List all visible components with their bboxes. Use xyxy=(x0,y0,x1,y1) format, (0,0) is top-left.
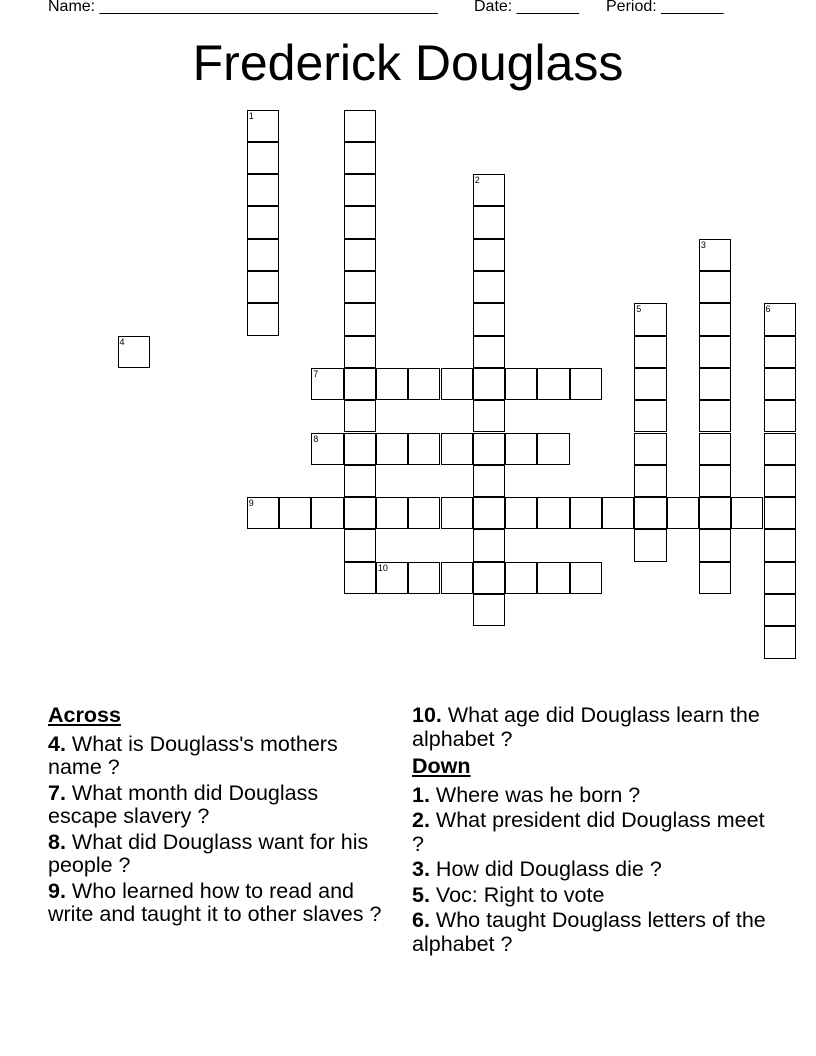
grid-cell[interactable] xyxy=(634,529,666,561)
grid-cell[interactable] xyxy=(764,594,796,626)
grid-cell[interactable] xyxy=(473,562,505,594)
clue-number: 10 xyxy=(377,562,388,573)
across-clue-7: 7. What month did Douglass escape slavery ? xyxy=(48,780,319,828)
grid-cell[interactable] xyxy=(699,562,731,594)
grid-cell[interactable] xyxy=(570,368,602,400)
down-clue-2: 2. What president did Douglass meet ? xyxy=(412,808,765,856)
grid-cell[interactable] xyxy=(344,142,376,174)
grid-cell[interactable] xyxy=(634,465,666,497)
across-clue-4: 4. What is Douglass's mothers name ? xyxy=(48,731,338,779)
down-clue-5: 5. Voc: Right to vote xyxy=(412,882,605,907)
grid-cell[interactable] xyxy=(699,239,731,271)
period-line[interactable]: Period: _______ xyxy=(606,0,724,15)
grid-cell[interactable] xyxy=(344,497,376,529)
grid-cell[interactable] xyxy=(699,336,731,368)
grid-cell[interactable] xyxy=(376,368,408,400)
grid-cell[interactable] xyxy=(441,497,473,529)
grid-cell[interactable] xyxy=(473,239,505,271)
grid-cell[interactable] xyxy=(344,174,376,206)
grid-cell[interactable] xyxy=(473,529,505,561)
grid-cell[interactable] xyxy=(699,400,731,432)
grid-cell[interactable] xyxy=(344,110,376,142)
grid-cell[interactable] xyxy=(473,271,505,303)
grid-cell[interactable] xyxy=(247,271,279,303)
grid-cell[interactable] xyxy=(311,433,343,465)
down-clue-1: 1. Where was he born ? xyxy=(412,782,641,807)
grid-cell[interactable] xyxy=(473,465,505,497)
grid-cell[interactable] xyxy=(473,497,505,529)
clue-number: 5 xyxy=(636,304,642,315)
grid-cell[interactable] xyxy=(118,336,150,368)
page-title: Frederick Douglass xyxy=(192,35,624,91)
grid-cell[interactable] xyxy=(344,562,376,594)
clue-number: 6 xyxy=(765,304,771,315)
grid-cell[interactable] xyxy=(473,206,505,238)
grid-cell[interactable] xyxy=(247,174,279,206)
grid-cell[interactable] xyxy=(344,368,376,400)
grid-cell[interactable] xyxy=(344,271,376,303)
grid-cell[interactable] xyxy=(764,400,796,432)
clue-number: 7 xyxy=(313,368,319,379)
grid-cell[interactable] xyxy=(699,271,731,303)
clues-right-column xyxy=(412,704,772,958)
grid-cell[interactable] xyxy=(473,303,505,335)
grid-cell[interactable] xyxy=(473,400,505,432)
grid-cell[interactable] xyxy=(699,497,731,529)
grid-cell[interactable] xyxy=(764,529,796,561)
down-heading: Down xyxy=(412,754,471,778)
grid-cell[interactable] xyxy=(344,529,376,561)
grid-cell[interactable] xyxy=(634,497,666,529)
across-clue-10: 10. What age did Douglass learn the alphabet ? xyxy=(412,703,760,751)
name-line[interactable]: Name: ______________________________________ xyxy=(48,0,438,15)
down-clue-3: 3. How did Douglass die ? xyxy=(412,857,662,881)
grid-cell[interactable] xyxy=(667,497,699,529)
grid-cell[interactable] xyxy=(634,303,666,335)
grid-cell[interactable] xyxy=(344,239,376,271)
clues-left-column xyxy=(48,704,393,929)
grid-cell[interactable] xyxy=(634,336,666,368)
grid-cell[interactable] xyxy=(764,465,796,497)
grid-cell[interactable] xyxy=(505,368,537,400)
grid-cell[interactable] xyxy=(344,206,376,238)
grid-cell[interactable] xyxy=(764,562,796,594)
grid-cell[interactable] xyxy=(247,239,279,271)
grid-cell[interactable] xyxy=(537,433,569,465)
grid-cell[interactable] xyxy=(441,433,473,465)
grid-cell[interactable] xyxy=(505,562,537,594)
grid-cell[interactable] xyxy=(247,206,279,238)
grid-cell[interactable] xyxy=(764,336,796,368)
grid-cell[interactable] xyxy=(473,594,505,626)
grid-cell[interactable] xyxy=(699,368,731,400)
grid-cell[interactable] xyxy=(279,497,311,529)
grid-cell[interactable] xyxy=(634,368,666,400)
grid-cell[interactable] xyxy=(764,626,796,658)
grid-cell[interactable] xyxy=(537,562,569,594)
grid-cell[interactable] xyxy=(505,433,537,465)
grid-cell[interactable] xyxy=(764,433,796,465)
clue-number: 4 xyxy=(119,336,125,347)
date-line[interactable]: Date: _______ xyxy=(474,0,579,15)
grid-cell[interactable] xyxy=(344,336,376,368)
grid-cell[interactable] xyxy=(408,497,440,529)
grid-cell[interactable] xyxy=(699,433,731,465)
grid-cell[interactable] xyxy=(344,303,376,335)
grid-cell[interactable] xyxy=(764,368,796,400)
grid-cell[interactable] xyxy=(376,433,408,465)
grid-cell[interactable] xyxy=(473,174,505,206)
grid-cell[interactable] xyxy=(408,433,440,465)
grid-cell[interactable] xyxy=(344,465,376,497)
clue-number: 8 xyxy=(313,433,319,444)
grid-cell[interactable] xyxy=(441,562,473,594)
grid-cell[interactable] xyxy=(247,142,279,174)
grid-cell[interactable] xyxy=(311,368,343,400)
grid-cell[interactable] xyxy=(570,497,602,529)
grid-cell[interactable] xyxy=(344,400,376,432)
down-clue-6: 6. Who taught Douglass letters of the alphabet ? xyxy=(412,908,766,956)
grid-cell[interactable] xyxy=(408,562,440,594)
grid-cell[interactable] xyxy=(376,562,408,594)
clue-number: 2 xyxy=(474,175,480,186)
grid-cell[interactable] xyxy=(731,497,763,529)
grid-cell[interactable] xyxy=(311,497,343,529)
grid-cell[interactable] xyxy=(764,497,796,529)
across-heading: Across xyxy=(48,703,121,727)
grid-cell[interactable] xyxy=(537,497,569,529)
grid-cell[interactable] xyxy=(473,433,505,465)
grid-cell[interactable] xyxy=(344,433,376,465)
grid-cell[interactable] xyxy=(408,368,440,400)
grid-cell[interactable] xyxy=(634,433,666,465)
grid-cell[interactable] xyxy=(376,497,408,529)
grid-cell[interactable] xyxy=(247,303,279,335)
across-clue-9: 9. Who learned how to read and write and taught it to other slaves ? xyxy=(48,878,382,926)
across-clue-8: 8. What did Douglass want for his people ? xyxy=(48,829,369,877)
grid-cell[interactable] xyxy=(764,303,796,335)
grid-cell[interactable] xyxy=(505,497,537,529)
grid-cell[interactable] xyxy=(602,497,634,529)
grid-cell[interactable] xyxy=(699,465,731,497)
grid-cell[interactable] xyxy=(634,400,666,432)
grid-cell[interactable] xyxy=(570,562,602,594)
grid-cell[interactable] xyxy=(473,368,505,400)
grid-cell[interactable] xyxy=(699,529,731,561)
clue-number: 1 xyxy=(248,110,254,121)
grid-cell[interactable] xyxy=(247,110,279,142)
grid-cell[interactable] xyxy=(473,336,505,368)
grid-cell[interactable] xyxy=(247,497,279,529)
grid-cell[interactable] xyxy=(699,303,731,335)
clue-number: 9 xyxy=(248,498,254,509)
clue-number: 3 xyxy=(700,239,706,250)
grid-cell[interactable] xyxy=(537,368,569,400)
grid-cell[interactable] xyxy=(441,368,473,400)
